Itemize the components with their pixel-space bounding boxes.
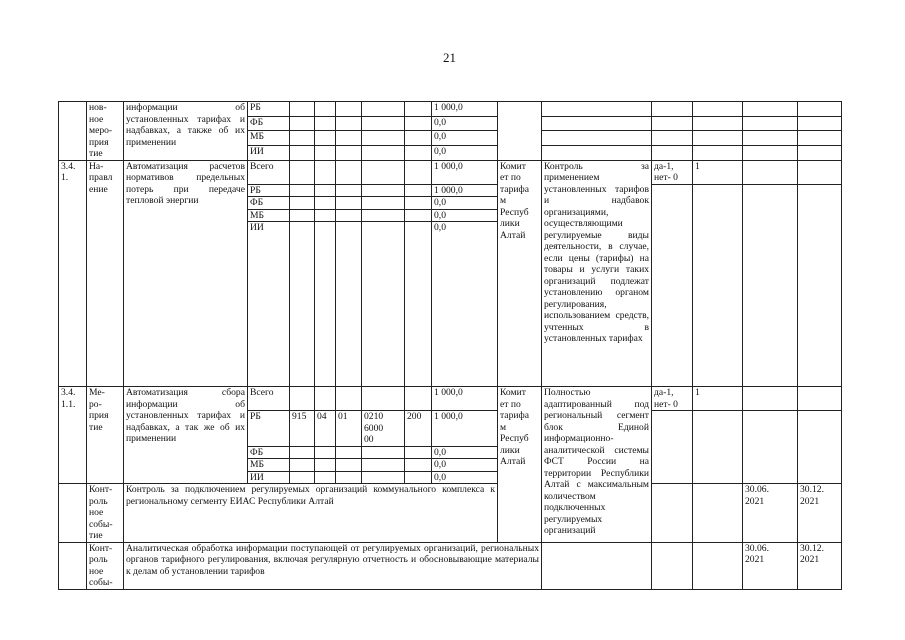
page-number: 21 <box>443 50 456 65</box>
table-cell <box>290 222 315 387</box>
cell-source: Всего <box>248 387 290 411</box>
table-cell <box>743 145 798 160</box>
table-cell <box>362 197 405 210</box>
cell-source: ФБ <box>248 116 290 131</box>
table-cell <box>336 209 362 222</box>
table-cell <box>798 131 842 146</box>
table-cell <box>336 197 362 210</box>
table-cell <box>798 387 842 411</box>
cell-source: РБ <box>248 102 290 117</box>
table-cell <box>405 446 432 459</box>
table-cell <box>405 102 432 117</box>
cell-source: МБ <box>248 131 290 146</box>
table-row <box>59 160 842 184</box>
table-cell <box>290 160 315 184</box>
cell-amount: 0,0 <box>432 197 498 210</box>
table-cell <box>652 542 693 589</box>
cell-amount: 1 000,0 <box>432 387 498 411</box>
table-cell <box>693 411 743 484</box>
table-cell <box>336 446 362 459</box>
table-cell <box>336 184 362 197</box>
table-cell <box>743 116 798 131</box>
table-cell <box>693 542 743 589</box>
cell-end: 30.12. 2021 <box>798 484 842 543</box>
table-cell <box>652 102 693 117</box>
table-cell <box>362 209 405 222</box>
cell-amount: 0,0 <box>432 209 498 222</box>
table-cell <box>336 222 362 387</box>
table-cell <box>652 116 693 131</box>
cell-kind: нов- ное меро- прия тие <box>87 102 124 161</box>
cell-num <box>59 102 87 161</box>
cell-event: Аналитическая обработка информации поступающей от регулируемых организаций, региональных органов тарифного регулирования, включая регулярную отчетность и обосновывающие материалы к делам об установлении тарифов <box>124 542 542 589</box>
table-cell <box>405 209 432 222</box>
table-row <box>59 102 842 117</box>
cell-num: 3.4. 1. <box>59 160 87 387</box>
table-cell <box>290 184 315 197</box>
table-cell <box>315 102 336 117</box>
cell-amount: 0,0 <box>432 446 498 459</box>
cell-source: ФБ <box>248 197 290 210</box>
cell-vr: 200 <box>405 411 432 447</box>
cell-amount: 0,0 <box>432 459 498 472</box>
cell-name: Автоматизация сбора информации об установленных тарифах и надбавках, а так же об их применении <box>124 387 248 484</box>
cell-rz: 04 <box>315 411 336 447</box>
table-cell <box>290 209 315 222</box>
table-cell <box>652 484 693 543</box>
table-cell <box>652 184 693 387</box>
table-cell <box>336 160 362 184</box>
table-row <box>59 387 842 411</box>
cell-pr: 01 <box>336 411 362 447</box>
table-cell <box>798 145 842 160</box>
table-cell <box>405 131 432 146</box>
table-cell <box>798 116 842 131</box>
cell-source: РБ <box>248 184 290 197</box>
table-cell <box>315 459 336 472</box>
cell-executor: Комит ет по тарифа м Респуб лики Алтай <box>498 160 542 387</box>
table-cell <box>315 116 336 131</box>
table-cell <box>405 471 432 484</box>
table-cell <box>743 184 798 387</box>
cell-amount: 0,0 <box>432 131 498 146</box>
cell-source: ИИ <box>248 222 290 387</box>
table-cell <box>362 145 405 160</box>
cell-csr: 0210 6000 00 <box>362 411 405 447</box>
table-cell <box>743 387 798 411</box>
cell-amount: 0,0 <box>432 471 498 484</box>
cell-start: 30.06. 2021 <box>743 484 798 543</box>
cell-executor: Комит ет по тарифа м Респуб лики Алтай <box>498 387 542 543</box>
table-cell <box>798 160 842 184</box>
cell-num: 3.4. 1.1. <box>59 387 87 484</box>
table-cell <box>362 471 405 484</box>
table-cell <box>315 209 336 222</box>
table-cell <box>362 160 405 184</box>
cell-value: 1 <box>693 160 743 184</box>
cell-amount: 1 000,0 <box>432 411 498 447</box>
cell-name: Автоматизация расчетов нормативов предельных потерь при передаче тепловой энергии <box>124 160 248 387</box>
cell-source: РБ <box>248 411 290 447</box>
cell-amount: 0,0 <box>432 145 498 160</box>
table-cell <box>798 184 842 387</box>
table-cell <box>693 484 743 543</box>
cell-result: Контроль за применением установленных тарифов и надбавок организациями, осуществляющими регулируемые виды деятельности, в случае, если цены (тарифы) на товары и услуги таких организаций подлежат установлению органом регулирования, использованием средств, учтенных в установленных тарифах <box>542 160 652 387</box>
table-cell <box>743 131 798 146</box>
table-cell <box>362 184 405 197</box>
table-cell <box>405 222 432 387</box>
cell-amount: 0,0 <box>432 222 498 387</box>
cell-event: Контроль за подключением регулируемых организаций коммунального комплекса к региональному сегменту ЕИАС Республики Алтай <box>124 484 498 543</box>
cell-amount: 1 000,0 <box>432 102 498 117</box>
table-cell <box>743 160 798 184</box>
table-cell <box>336 459 362 472</box>
table-cell <box>290 446 315 459</box>
table-cell <box>652 131 693 146</box>
cell-kind: Ме- ро- прия тие <box>87 387 124 484</box>
table-cell <box>336 471 362 484</box>
table-cell <box>743 102 798 117</box>
table-cell <box>315 160 336 184</box>
table-cell <box>798 411 842 484</box>
table-cell <box>315 471 336 484</box>
table-cell <box>542 131 652 146</box>
cell-kind: Конт- роль ное собы- <box>87 542 124 589</box>
cell-source: Всего <box>248 160 290 184</box>
cell-kind: Конт- роль ное собы- тие <box>87 484 124 543</box>
table-cell <box>362 116 405 131</box>
table-cell <box>290 459 315 472</box>
table-cell <box>362 446 405 459</box>
table-cell <box>542 116 652 131</box>
table-cell <box>336 131 362 146</box>
cell-end: 30.12. 2021 <box>798 542 842 589</box>
cell-result: Полностью адаптированный под региональный сегмент блок Единой информационно-аналитической системы ФСТ России на территории Республики Алтай с максимальным количеством подключенных регулируемых организаций <box>542 387 652 543</box>
table-cell <box>362 131 405 146</box>
table-cell <box>652 411 693 484</box>
table-cell <box>693 116 743 131</box>
table-cell <box>315 184 336 197</box>
cell-amount: 0,0 <box>432 116 498 131</box>
table-cell <box>743 411 798 484</box>
table-cell <box>336 116 362 131</box>
table-cell <box>336 102 362 117</box>
table-cell <box>405 145 432 160</box>
table-cell <box>315 387 336 411</box>
cell-source: МБ <box>248 209 290 222</box>
table-cell <box>290 102 315 117</box>
table-row <box>59 542 842 589</box>
table-cell <box>405 184 432 197</box>
table-cell <box>542 542 652 589</box>
cell-indicator: да-1, нет- 0 <box>652 160 693 184</box>
cell-source: ИИ <box>248 145 290 160</box>
table-cell <box>362 459 405 472</box>
table-cell <box>405 387 432 411</box>
cell-amount: 1 000,0 <box>432 184 498 197</box>
cell-source: ИИ <box>248 471 290 484</box>
cell-kind: На- правл ение <box>87 160 124 387</box>
cell-start: 30.06. 2021 <box>743 542 798 589</box>
table-cell <box>542 145 652 160</box>
table-row <box>59 484 842 496</box>
table-cell <box>498 102 542 161</box>
table-cell <box>362 222 405 387</box>
cell-indicator: да-1, нет- 0 <box>652 387 693 411</box>
table-cell <box>59 542 87 589</box>
table-cell <box>315 197 336 210</box>
table-cell <box>693 131 743 146</box>
table-cell <box>290 131 315 146</box>
table-cell <box>798 102 842 117</box>
cell-source: МБ <box>248 459 290 472</box>
table-cell <box>290 471 315 484</box>
table-cell <box>362 387 405 411</box>
table-cell <box>542 102 652 117</box>
table-cell <box>336 145 362 160</box>
table-cell <box>290 387 315 411</box>
cell-source: ФБ <box>248 446 290 459</box>
cell-name: информации об установленных тарифах и надбавках, а также об их применении <box>124 102 248 161</box>
cell-grbs: 915 <box>290 411 315 447</box>
table-cell <box>315 145 336 160</box>
table-cell <box>405 160 432 184</box>
table-cell <box>693 184 743 387</box>
table-cell <box>315 131 336 146</box>
table-cell <box>362 102 405 117</box>
table-cell <box>693 145 743 160</box>
table-cell <box>405 197 432 210</box>
table-cell <box>59 484 87 543</box>
cell-value: 1 <box>693 387 743 411</box>
table-cell <box>290 116 315 131</box>
table-cell <box>315 222 336 387</box>
table-cell <box>290 145 315 160</box>
table-cell <box>336 387 362 411</box>
program-table <box>58 101 842 590</box>
table-cell <box>652 145 693 160</box>
table-cell <box>693 102 743 117</box>
table-cell <box>290 197 315 210</box>
table-cell <box>405 116 432 131</box>
table-cell <box>405 459 432 472</box>
table-cell <box>315 446 336 459</box>
cell-amount: 1 000,0 <box>432 160 498 184</box>
